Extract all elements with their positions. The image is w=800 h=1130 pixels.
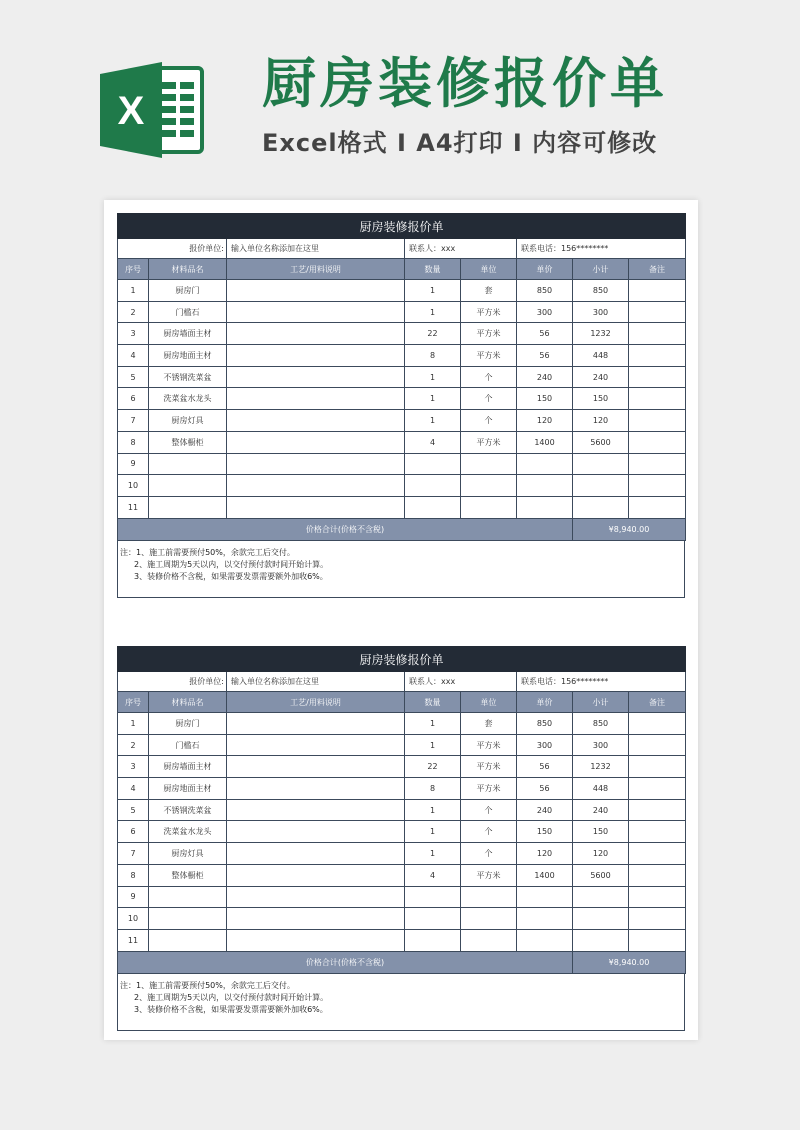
column-header: 材料品名 [149, 259, 227, 280]
quote-unit-label: 报价单位: [118, 672, 227, 692]
unit-cell[interactable]: 平方米 [461, 301, 517, 323]
process-description-cell[interactable] [227, 821, 405, 843]
subtotal-cell[interactable] [573, 475, 629, 497]
material-name-cell[interactable] [149, 908, 227, 930]
quantity-cell[interactable]: 1 [405, 280, 461, 302]
unit-price-cell[interactable] [517, 886, 573, 908]
subtotal-cell[interactable]: 1232 [573, 323, 629, 345]
subtotal-cell[interactable]: 5600 [573, 431, 629, 453]
note-line: 注：1、施工前需要预付50%，余款完工后交付。 [120, 547, 295, 557]
page-subtitle: Excel格式 I A4打印 I 内容可修改 [262, 129, 658, 157]
remark-cell[interactable] [629, 345, 686, 367]
quote-unit-value[interactable]: 输入单位名称添加在这里 [227, 239, 405, 259]
remark-cell[interactable] [629, 323, 686, 345]
unit-cell[interactable]: 平方米 [461, 323, 517, 345]
quote-title: 厨房装修报价单 [118, 647, 686, 672]
quantity-cell[interactable]: 1 [405, 410, 461, 432]
remark-cell[interactable] [629, 778, 686, 800]
process-description-cell[interactable] [227, 496, 405, 518]
unit-cell[interactable]: 个 [461, 821, 517, 843]
material-name-cell[interactable]: 厨房地面主材 [149, 778, 227, 800]
unit-cell[interactable] [461, 908, 517, 930]
unit-price-cell[interactable]: 56 [517, 756, 573, 778]
unit-price-cell[interactable]: 300 [517, 734, 573, 756]
table-row [118, 280, 686, 302]
unit-cell[interactable]: 平方米 [461, 756, 517, 778]
unit-price-cell[interactable]: 56 [517, 345, 573, 367]
process-description-cell[interactable] [227, 713, 405, 735]
page-title: 厨房装修报价单 [262, 52, 668, 115]
note-line: 3、装修价格不含税，如果需要发票需要额外加收6%。 [134, 1004, 328, 1014]
quantity-cell[interactable]: 8 [405, 345, 461, 367]
material-name-cell[interactable]: 整体橱柜 [149, 431, 227, 453]
quantity-cell[interactable] [405, 496, 461, 518]
material-name-cell[interactable]: 厨房地面主材 [149, 345, 227, 367]
table-row [118, 453, 686, 475]
notes-section [117, 541, 685, 598]
table-row [118, 366, 686, 388]
column-header: 单位 [461, 692, 517, 713]
quote-title: 厨房装修报价单 [118, 214, 686, 239]
table-row [118, 886, 686, 908]
column-header: 数量 [405, 692, 461, 713]
unit-cell[interactable] [461, 929, 517, 951]
material-name-cell[interactable]: 洗菜盆水龙头 [149, 821, 227, 843]
material-name-cell[interactable]: 不锈钢洗菜盆 [149, 799, 227, 821]
subtotal-cell[interactable]: 850 [573, 280, 629, 302]
table-row [118, 799, 686, 821]
remark-cell[interactable] [629, 886, 686, 908]
note-line: 3、装修价格不含税，如果需要发票需要额外加收6%。 [134, 571, 328, 581]
remark-cell[interactable] [629, 929, 686, 951]
row-number-cell[interactable]: 8 [118, 431, 149, 453]
remark-cell[interactable] [629, 908, 686, 930]
column-header: 序号 [118, 259, 149, 280]
quantity-cell[interactable]: 1 [405, 301, 461, 323]
material-name-cell[interactable]: 厨房灯具 [149, 843, 227, 865]
unit-cell[interactable]: 套 [461, 713, 517, 735]
subtotal-cell[interactable]: 300 [573, 734, 629, 756]
quote-table [117, 646, 686, 974]
unit-price-cell[interactable] [517, 475, 573, 497]
unit-price-cell[interactable] [517, 908, 573, 930]
column-header: 工艺/用料说明 [227, 259, 405, 280]
quantity-cell[interactable] [405, 886, 461, 908]
table-row [118, 431, 686, 453]
row-number-cell[interactable]: 2 [118, 301, 149, 323]
material-name-cell[interactable] [149, 453, 227, 475]
material-name-cell[interactable] [149, 929, 227, 951]
material-name-cell[interactable]: 厨房墙面主材 [149, 756, 227, 778]
material-name-cell[interactable]: 门槛石 [149, 301, 227, 323]
quantity-cell[interactable]: 1 [405, 713, 461, 735]
material-name-cell[interactable]: 不锈钢洗菜盆 [149, 366, 227, 388]
unit-cell[interactable]: 平方米 [461, 778, 517, 800]
row-number-cell[interactable]: 5 [118, 799, 149, 821]
unit-price-cell[interactable]: 120 [517, 410, 573, 432]
unit-price-cell[interactable]: 56 [517, 323, 573, 345]
remark-cell[interactable] [629, 799, 686, 821]
row-number-cell[interactable]: 2 [118, 734, 149, 756]
table-row [118, 323, 686, 345]
row-number-cell[interactable]: 11 [118, 496, 149, 518]
unit-price-cell[interactable]: 1400 [517, 431, 573, 453]
table-row [118, 756, 686, 778]
subtotal-cell[interactable] [573, 453, 629, 475]
unit-cell[interactable]: 平方米 [461, 345, 517, 367]
quote-form [117, 213, 685, 598]
unit-cell[interactable]: 套 [461, 280, 517, 302]
row-number-cell[interactable]: 3 [118, 756, 149, 778]
unit-cell[interactable]: 平方米 [461, 734, 517, 756]
remark-cell[interactable] [629, 280, 686, 302]
subtotal-cell[interactable]: 850 [573, 713, 629, 735]
column-header: 备注 [629, 692, 686, 713]
quote-form [117, 646, 685, 1031]
quantity-cell[interactable]: 8 [405, 778, 461, 800]
process-description-cell[interactable] [227, 799, 405, 821]
row-number-cell[interactable]: 1 [118, 280, 149, 302]
quote-unit-label: 报价单位: [118, 239, 227, 259]
process-description-cell[interactable] [227, 301, 405, 323]
subtotal-cell[interactable]: 448 [573, 345, 629, 367]
subtotal-cell[interactable]: 300 [573, 301, 629, 323]
table-row [118, 734, 686, 756]
contact-phone[interactable]: 联系电话：156******** [517, 672, 686, 692]
unit-price-cell[interactable]: 150 [517, 388, 573, 410]
process-description-cell[interactable] [227, 431, 405, 453]
unit-price-cell[interactable]: 850 [517, 713, 573, 735]
subtotal-cell[interactable]: 240 [573, 799, 629, 821]
column-header: 小计 [573, 692, 629, 713]
unit-cell[interactable]: 个 [461, 410, 517, 432]
process-description-cell[interactable] [227, 453, 405, 475]
quantity-cell[interactable]: 22 [405, 756, 461, 778]
remark-cell[interactable] [629, 453, 686, 475]
subtotal-cell[interactable]: 150 [573, 388, 629, 410]
excel-logo-icon [100, 60, 210, 160]
unit-price-cell[interactable]: 240 [517, 366, 573, 388]
column-header: 单价 [517, 692, 573, 713]
remark-cell[interactable] [629, 713, 686, 735]
unit-price-cell[interactable] [517, 929, 573, 951]
quantity-cell[interactable]: 1 [405, 799, 461, 821]
unit-cell[interactable]: 个 [461, 388, 517, 410]
material-name-cell[interactable]: 厨房门 [149, 713, 227, 735]
process-description-cell[interactable] [227, 323, 405, 345]
quantity-cell[interactable] [405, 475, 461, 497]
unit-cell[interactable]: 个 [461, 366, 517, 388]
column-header: 单价 [517, 259, 573, 280]
row-number-cell[interactable]: 1 [118, 713, 149, 735]
quantity-cell[interactable]: 1 [405, 821, 461, 843]
row-number-cell[interactable]: 6 [118, 821, 149, 843]
process-description-cell[interactable] [227, 734, 405, 756]
row-number-cell[interactable]: 8 [118, 864, 149, 886]
remark-cell[interactable] [629, 496, 686, 518]
subtotal-cell[interactable]: 448 [573, 778, 629, 800]
process-description-cell[interactable] [227, 475, 405, 497]
process-description-cell[interactable] [227, 886, 405, 908]
subtotal-cell[interactable] [573, 496, 629, 518]
unit-price-cell[interactable] [517, 453, 573, 475]
row-number-cell[interactable]: 10 [118, 908, 149, 930]
subtotal-cell[interactable]: 120 [573, 410, 629, 432]
quantity-cell[interactable]: 4 [405, 864, 461, 886]
contact-person[interactable]: 联系人：xxx [405, 672, 517, 692]
material-name-cell[interactable]: 厨房门 [149, 280, 227, 302]
contact-phone[interactable]: 联系电话：156******** [517, 239, 686, 259]
row-number-cell[interactable]: 5 [118, 366, 149, 388]
unit-price-cell[interactable]: 56 [517, 778, 573, 800]
quantity-cell[interactable] [405, 908, 461, 930]
column-header: 材料品名 [149, 692, 227, 713]
unit-price-cell[interactable]: 300 [517, 301, 573, 323]
process-description-cell[interactable] [227, 280, 405, 302]
material-name-cell[interactable] [149, 886, 227, 908]
remark-cell[interactable] [629, 756, 686, 778]
row-number-cell[interactable]: 7 [118, 410, 149, 432]
quantity-cell[interactable] [405, 453, 461, 475]
total-value: ¥8,940.00 [573, 951, 686, 973]
note-line: 注：1、施工前需要预付50%，余款完工后交付。 [120, 980, 295, 990]
table-row [118, 345, 686, 367]
logo-letter: X [117, 89, 145, 133]
total-value: ¥8,940.00 [573, 518, 686, 540]
material-name-cell[interactable]: 洗菜盆水龙头 [149, 388, 227, 410]
table-row [118, 496, 686, 518]
unit-cell[interactable] [461, 475, 517, 497]
table-row [118, 388, 686, 410]
row-number-cell[interactable]: 6 [118, 388, 149, 410]
unit-price-cell[interactable]: 120 [517, 843, 573, 865]
unit-cell[interactable] [461, 453, 517, 475]
unit-cell[interactable]: 个 [461, 799, 517, 821]
subtotal-cell[interactable]: 150 [573, 821, 629, 843]
unit-price-cell[interactable]: 240 [517, 799, 573, 821]
process-description-cell[interactable] [227, 864, 405, 886]
row-number-cell[interactable]: 9 [118, 453, 149, 475]
remark-cell[interactable] [629, 475, 686, 497]
process-description-cell[interactable] [227, 410, 405, 432]
unit-cell[interactable]: 平方米 [461, 431, 517, 453]
quote-unit-value[interactable]: 输入单位名称添加在这里 [227, 672, 405, 692]
table-row [118, 778, 686, 800]
quantity-cell[interactable]: 1 [405, 843, 461, 865]
remark-cell[interactable] [629, 301, 686, 323]
unit-price-cell[interactable]: 1400 [517, 864, 573, 886]
note-line: 2、施工周期为5天以内，以交付预付款时间开始计算。 [134, 559, 329, 569]
quantity-cell[interactable]: 1 [405, 388, 461, 410]
unit-price-cell[interactable]: 850 [517, 280, 573, 302]
table-row [118, 929, 686, 951]
row-number-cell[interactable]: 9 [118, 886, 149, 908]
process-description-cell[interactable] [227, 388, 405, 410]
remark-cell[interactable] [629, 821, 686, 843]
remark-cell[interactable] [629, 843, 686, 865]
quantity-cell[interactable] [405, 929, 461, 951]
row-number-cell[interactable]: 11 [118, 929, 149, 951]
total-label: 价格合计(价格不含税) [118, 518, 573, 540]
subtotal-cell[interactable] [573, 908, 629, 930]
remark-cell[interactable] [629, 388, 686, 410]
note-line: 2、施工周期为5天以内，以交付预付款时间开始计算。 [134, 992, 329, 1002]
remark-cell[interactable] [629, 431, 686, 453]
column-header: 备注 [629, 259, 686, 280]
material-name-cell[interactable] [149, 496, 227, 518]
table-row [118, 908, 686, 930]
row-number-cell[interactable]: 4 [118, 778, 149, 800]
unit-cell[interactable] [461, 886, 517, 908]
contact-person[interactable]: 联系人：xxx [405, 239, 517, 259]
quantity-cell[interactable]: 4 [405, 431, 461, 453]
process-description-cell[interactable] [227, 908, 405, 930]
table-row [118, 301, 686, 323]
row-number-cell[interactable]: 7 [118, 843, 149, 865]
subtotal-cell[interactable] [573, 886, 629, 908]
subtotal-cell[interactable]: 1232 [573, 756, 629, 778]
table-row [118, 713, 686, 735]
unit-cell[interactable] [461, 496, 517, 518]
material-name-cell[interactable]: 厨房灯具 [149, 410, 227, 432]
material-name-cell[interactable]: 整体橱柜 [149, 864, 227, 886]
subtotal-cell[interactable]: 240 [573, 366, 629, 388]
column-header: 数量 [405, 259, 461, 280]
remark-cell[interactable] [629, 734, 686, 756]
process-description-cell[interactable] [227, 843, 405, 865]
table-row [118, 864, 686, 886]
process-description-cell[interactable] [227, 345, 405, 367]
column-header: 工艺/用料说明 [227, 692, 405, 713]
quantity-cell[interactable]: 22 [405, 323, 461, 345]
process-description-cell[interactable] [227, 929, 405, 951]
quantity-cell[interactable]: 1 [405, 734, 461, 756]
row-number-cell[interactable]: 4 [118, 345, 149, 367]
process-description-cell[interactable] [227, 756, 405, 778]
subtotal-cell[interactable]: 120 [573, 843, 629, 865]
remark-cell[interactable] [629, 864, 686, 886]
unit-price-cell[interactable] [517, 496, 573, 518]
column-header: 单位 [461, 259, 517, 280]
quote-table [117, 213, 686, 541]
subtotal-cell[interactable] [573, 929, 629, 951]
remark-cell[interactable] [629, 410, 686, 432]
unit-price-cell[interactable]: 150 [517, 821, 573, 843]
total-label: 价格合计(价格不含税) [118, 951, 573, 973]
row-number-cell[interactable]: 10 [118, 475, 149, 497]
table-row [118, 821, 686, 843]
table-row [118, 843, 686, 865]
remark-cell[interactable] [629, 366, 686, 388]
unit-cell[interactable]: 平方米 [461, 864, 517, 886]
process-description-cell[interactable] [227, 778, 405, 800]
row-number-cell[interactable]: 3 [118, 323, 149, 345]
notes-section [117, 974, 685, 1031]
process-description-cell[interactable] [227, 366, 405, 388]
material-name-cell[interactable] [149, 475, 227, 497]
document-sheet [104, 200, 698, 1040]
table-row [118, 410, 686, 432]
unit-cell[interactable]: 个 [461, 843, 517, 865]
page-header [0, 0, 800, 180]
subtotal-cell[interactable]: 5600 [573, 864, 629, 886]
quantity-cell[interactable]: 1 [405, 366, 461, 388]
material-name-cell[interactable]: 门槛石 [149, 734, 227, 756]
material-name-cell[interactable]: 厨房墙面主材 [149, 323, 227, 345]
column-header: 小计 [573, 259, 629, 280]
table-row [118, 475, 686, 497]
column-header: 序号 [118, 692, 149, 713]
